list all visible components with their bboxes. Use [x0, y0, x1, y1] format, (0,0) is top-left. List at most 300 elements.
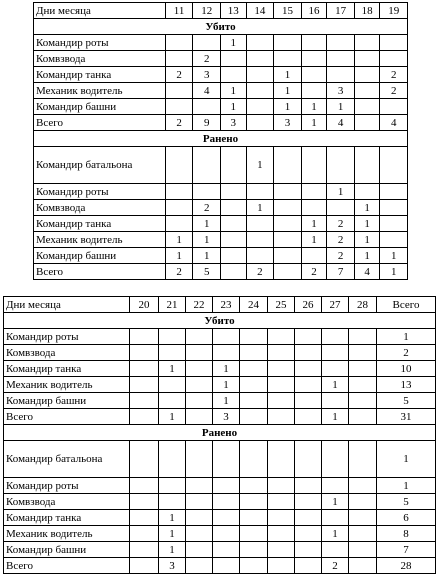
value-cell [327, 67, 355, 83]
value-cell [322, 478, 349, 494]
table-row [4, 377, 436, 393]
value-cell: 1 [274, 99, 302, 115]
value-cell: 1 [274, 67, 302, 83]
value-cell [159, 377, 186, 393]
value-cell [349, 345, 377, 361]
value-cell: 4 [354, 264, 380, 280]
table-row [34, 67, 408, 83]
row-label: Командир роты [34, 184, 166, 200]
value-cell: 3 [213, 409, 240, 425]
value-cell: 3 [221, 115, 247, 131]
row-label: Командир танка [34, 216, 166, 232]
value-cell [349, 377, 377, 393]
value-cell [130, 494, 159, 510]
value-cell [301, 147, 327, 184]
header-row [4, 297, 436, 313]
value-cell: 1 [165, 232, 193, 248]
value-cell: 1 [246, 200, 274, 216]
value-cell [295, 329, 322, 345]
value-cell [268, 542, 295, 558]
value-cell: 13 [377, 377, 436, 393]
day-header: 26 [295, 297, 322, 313]
value-cell [159, 478, 186, 494]
value-cell: 4 [380, 115, 408, 131]
section-title: Убито [34, 19, 408, 35]
value-cell: 1 [221, 99, 247, 115]
table-row [34, 99, 408, 115]
value-cell [240, 542, 268, 558]
value-cell [221, 147, 247, 184]
value-cell [322, 393, 349, 409]
value-cell: 2 [165, 67, 193, 83]
value-cell: 1 [301, 232, 327, 248]
day-header: 28 [349, 297, 377, 313]
value-cell: 6 [377, 510, 436, 526]
value-cell [213, 441, 240, 478]
value-cell [354, 35, 380, 51]
value-cell [246, 83, 274, 99]
value-cell [295, 558, 322, 574]
value-cell [221, 216, 247, 232]
value-cell: 1 [159, 361, 186, 377]
value-cell [221, 200, 247, 216]
value-cell [349, 558, 377, 574]
value-cell: 10 [377, 361, 436, 377]
value-cell [240, 329, 268, 345]
value-cell [322, 542, 349, 558]
value-cell [130, 377, 159, 393]
value-cell [246, 115, 274, 131]
row-label: Командир башни [4, 393, 130, 409]
value-cell [130, 361, 159, 377]
value-cell [186, 558, 213, 574]
row-label: Механик водитель [34, 83, 166, 99]
section-row [34, 19, 408, 35]
value-cell [213, 478, 240, 494]
value-cell [354, 147, 380, 184]
value-cell [213, 510, 240, 526]
value-cell: 28 [377, 558, 436, 574]
value-cell [274, 51, 302, 67]
table-row [34, 83, 408, 99]
value-cell [246, 67, 274, 83]
value-cell [274, 232, 302, 248]
value-cell [186, 526, 213, 542]
value-cell: 1 [221, 83, 247, 99]
value-cell [240, 494, 268, 510]
value-cell [274, 248, 302, 264]
value-cell [295, 494, 322, 510]
value-cell [130, 441, 159, 478]
value-cell [213, 526, 240, 542]
value-cell: 1 [221, 35, 247, 51]
value-cell [295, 510, 322, 526]
value-cell [268, 377, 295, 393]
value-cell [380, 99, 408, 115]
value-cell [295, 478, 322, 494]
day-header: Всего [377, 297, 436, 313]
value-cell [193, 184, 221, 200]
value-cell: 1 [327, 99, 355, 115]
row-label: Командир батальона [4, 441, 130, 478]
value-cell [186, 542, 213, 558]
row-label: Комвзвода [4, 345, 130, 361]
value-cell: 1 [322, 377, 349, 393]
section-row [4, 313, 436, 329]
table-row [4, 510, 436, 526]
value-cell: 2 [327, 248, 355, 264]
value-cell [380, 147, 408, 184]
value-cell [349, 526, 377, 542]
value-cell [186, 494, 213, 510]
value-cell [193, 35, 221, 51]
value-cell [159, 494, 186, 510]
value-cell: 1 [213, 361, 240, 377]
value-cell [295, 441, 322, 478]
value-cell [159, 441, 186, 478]
row-label: Комвзвода [34, 200, 166, 216]
value-cell [213, 329, 240, 345]
row-label: Механик водитель [34, 232, 166, 248]
value-cell [130, 409, 159, 425]
table-row [4, 542, 436, 558]
value-cell [295, 526, 322, 542]
value-cell [327, 200, 355, 216]
value-cell [354, 83, 380, 99]
section-title: Ранено [4, 425, 436, 441]
value-cell [130, 542, 159, 558]
value-cell [380, 200, 408, 216]
row-label: Командир танка [4, 361, 130, 377]
section-title: Убито [4, 313, 436, 329]
value-cell [186, 478, 213, 494]
value-cell [186, 441, 213, 478]
value-cell: 9 [193, 115, 221, 131]
section-row [4, 425, 436, 441]
section-title: Ранено [34, 131, 408, 147]
value-cell [221, 184, 247, 200]
value-cell: 1 [354, 216, 380, 232]
value-cell [213, 542, 240, 558]
value-cell [301, 35, 327, 51]
value-cell [130, 393, 159, 409]
table-row [34, 200, 408, 216]
value-cell [186, 393, 213, 409]
value-cell [165, 35, 193, 51]
value-cell: 3 [274, 115, 302, 131]
value-cell: 1 [193, 216, 221, 232]
table-row [4, 393, 436, 409]
value-cell: 1 [327, 184, 355, 200]
value-cell [354, 51, 380, 67]
table-row [4, 558, 436, 574]
table-row [4, 329, 436, 345]
value-cell [186, 409, 213, 425]
value-cell: 1 [380, 264, 408, 280]
value-cell: 2 [165, 264, 193, 280]
value-cell [295, 361, 322, 377]
value-cell: 1 [165, 248, 193, 264]
value-cell [295, 409, 322, 425]
value-cell: 1 [380, 248, 408, 264]
day-header: 12 [193, 3, 221, 19]
value-cell [246, 99, 274, 115]
table-row [34, 184, 408, 200]
value-cell: 31 [377, 409, 436, 425]
value-cell: 2 [380, 83, 408, 99]
value-cell [186, 329, 213, 345]
value-cell [349, 510, 377, 526]
row-label: Всего [4, 409, 130, 425]
table-row [34, 216, 408, 232]
value-cell [380, 232, 408, 248]
value-cell [322, 329, 349, 345]
value-cell: 3 [159, 558, 186, 574]
table-row [4, 409, 436, 425]
value-cell [354, 115, 380, 131]
value-cell [322, 345, 349, 361]
row-label: Всего [4, 558, 130, 574]
value-cell: 1 [377, 329, 436, 345]
value-cell: 1 [322, 409, 349, 425]
value-cell [295, 377, 322, 393]
value-cell [130, 478, 159, 494]
value-cell [274, 264, 302, 280]
value-cell [221, 67, 247, 83]
value-cell [165, 200, 193, 216]
value-cell [268, 441, 295, 478]
value-cell [240, 345, 268, 361]
value-cell [380, 184, 408, 200]
value-cell: 1 [354, 232, 380, 248]
value-cell [301, 200, 327, 216]
table-row [34, 248, 408, 264]
value-cell [240, 409, 268, 425]
value-cell [246, 232, 274, 248]
day-header: 23 [213, 297, 240, 313]
row-label: Командир роты [4, 329, 130, 345]
row-label: Командир башни [34, 99, 166, 115]
value-cell [240, 393, 268, 409]
value-cell [165, 83, 193, 99]
value-cell [240, 377, 268, 393]
value-cell [301, 83, 327, 99]
value-cell: 5 [377, 494, 436, 510]
day-header: 22 [186, 297, 213, 313]
value-cell: 1 [322, 526, 349, 542]
value-cell: 3 [193, 67, 221, 83]
value-cell [268, 409, 295, 425]
value-cell: 2 [380, 67, 408, 83]
value-cell: 1 [354, 200, 380, 216]
value-cell [165, 216, 193, 232]
day-header: 20 [130, 297, 159, 313]
value-cell: 1 [377, 441, 436, 478]
value-cell: 2 [246, 264, 274, 280]
value-cell: 8 [377, 526, 436, 542]
value-cell: 2 [193, 200, 221, 216]
value-cell: 4 [327, 115, 355, 131]
table-row [34, 232, 408, 248]
value-cell [295, 393, 322, 409]
value-cell [268, 345, 295, 361]
value-cell [295, 542, 322, 558]
value-cell [165, 99, 193, 115]
value-cell [349, 409, 377, 425]
value-cell [186, 510, 213, 526]
value-cell [268, 526, 295, 542]
table-row [34, 115, 408, 131]
day-header: 21 [159, 297, 186, 313]
value-cell: 1 [377, 478, 436, 494]
value-cell [349, 393, 377, 409]
value-cell [130, 558, 159, 574]
table-row [34, 35, 408, 51]
value-cell: 1 [159, 510, 186, 526]
value-cell: 1 [159, 542, 186, 558]
value-cell [186, 361, 213, 377]
value-cell [186, 377, 213, 393]
value-cell [240, 526, 268, 542]
value-cell: 1 [322, 494, 349, 510]
value-cell: 1 [213, 377, 240, 393]
value-cell: 1 [301, 216, 327, 232]
value-cell [240, 510, 268, 526]
value-cell [354, 184, 380, 200]
row-label: Механик водитель [4, 377, 130, 393]
value-cell [221, 248, 247, 264]
value-cell [349, 329, 377, 345]
value-cell [165, 184, 193, 200]
day-header: 13 [221, 3, 247, 19]
value-cell [213, 494, 240, 510]
column-header-days: Дни месяца [34, 3, 166, 19]
day-header: 18 [354, 3, 380, 19]
value-cell [349, 361, 377, 377]
day-header: 17 [327, 3, 355, 19]
value-cell: 2 [165, 115, 193, 131]
value-cell [240, 558, 268, 574]
value-cell [221, 51, 247, 67]
value-cell [354, 67, 380, 83]
value-cell [301, 184, 327, 200]
value-cell: 2 [193, 51, 221, 67]
value-cell [349, 494, 377, 510]
value-cell [193, 147, 221, 184]
value-cell [349, 542, 377, 558]
value-cell [186, 345, 213, 361]
value-cell [327, 35, 355, 51]
value-cell [268, 558, 295, 574]
row-label: Командир танка [4, 510, 130, 526]
losses-table-days-11-19 [33, 2, 408, 280]
day-header: 24 [240, 297, 268, 313]
value-cell: 5 [193, 264, 221, 280]
table-row [4, 494, 436, 510]
header-row [34, 3, 408, 19]
day-header: 16 [301, 3, 327, 19]
day-header: 27 [322, 297, 349, 313]
value-cell [274, 216, 302, 232]
value-cell [221, 232, 247, 248]
day-header: 19 [380, 3, 408, 19]
row-label: Командир роты [4, 478, 130, 494]
table-row [34, 264, 408, 280]
value-cell [246, 184, 274, 200]
row-label: Командир башни [34, 248, 166, 264]
column-header-days: Дни месяца [4, 297, 130, 313]
value-cell [159, 345, 186, 361]
value-cell [130, 526, 159, 542]
value-cell: 2 [301, 264, 327, 280]
value-cell [268, 329, 295, 345]
value-cell [268, 478, 295, 494]
value-cell [130, 510, 159, 526]
value-cell: 2 [377, 345, 436, 361]
value-cell [268, 510, 295, 526]
value-cell [165, 147, 193, 184]
value-cell [380, 216, 408, 232]
value-cell [193, 99, 221, 115]
table-row [4, 361, 436, 377]
value-cell [274, 35, 302, 51]
value-cell: 7 [327, 264, 355, 280]
value-cell [322, 361, 349, 377]
row-label: Всего [34, 115, 166, 131]
value-cell [159, 393, 186, 409]
value-cell [221, 264, 247, 280]
value-cell [268, 393, 295, 409]
row-label: Механик водитель [4, 526, 130, 542]
value-cell [213, 345, 240, 361]
day-header: 25 [268, 297, 295, 313]
value-cell: 3 [327, 83, 355, 99]
value-cell [130, 329, 159, 345]
day-header: 14 [246, 3, 274, 19]
table-row [34, 51, 408, 67]
row-label: Комвзвода [4, 494, 130, 510]
table-row [4, 441, 436, 478]
value-cell [327, 51, 355, 67]
value-cell: 1 [159, 526, 186, 542]
value-cell: 2 [327, 216, 355, 232]
value-cell [165, 51, 193, 67]
value-cell [301, 51, 327, 67]
value-cell [301, 248, 327, 264]
row-label: Всего [34, 264, 166, 280]
value-cell: 1 [193, 248, 221, 264]
table-row [4, 345, 436, 361]
value-cell [327, 147, 355, 184]
value-cell: 1 [159, 409, 186, 425]
value-cell: 1 [274, 83, 302, 99]
row-label: Комвзвода [34, 51, 166, 67]
value-cell: 7 [377, 542, 436, 558]
day-header: 11 [165, 3, 193, 19]
row-label: Командир танка [34, 67, 166, 83]
value-cell [380, 51, 408, 67]
value-cell: 1 [246, 147, 274, 184]
value-cell: 1 [301, 99, 327, 115]
value-cell [240, 478, 268, 494]
value-cell [213, 558, 240, 574]
value-cell: 1 [193, 232, 221, 248]
row-label: Командир роты [34, 35, 166, 51]
value-cell: 1 [354, 248, 380, 264]
value-cell [274, 200, 302, 216]
value-cell [380, 35, 408, 51]
value-cell: 2 [322, 558, 349, 574]
